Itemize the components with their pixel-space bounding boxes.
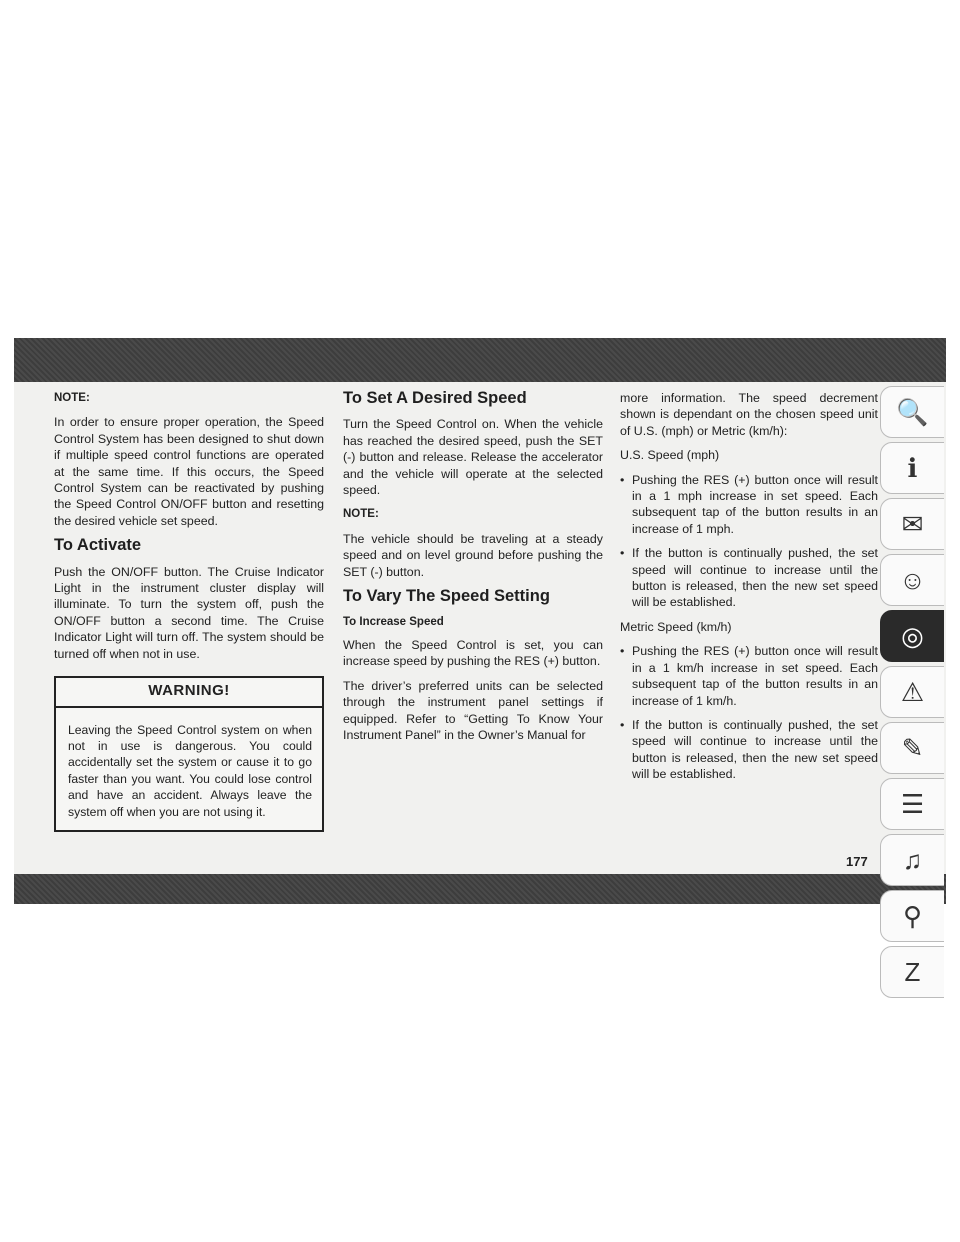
warning-title: WARNING!: [56, 678, 322, 707]
warning-text: Leaving the Speed Control system on when not in use is dangerous. You could accidentally set the system or cause it to go faster than you want. You could lose control and have an accident. Always leave the system off when you are not using it.: [68, 722, 312, 819]
warning-box: [54, 676, 324, 832]
set-speed-paragraph: Turn the Speed Control on. When the vehicle has reached the desired speed, push the SET (-) button and release. Release the accelerator and the vehicle will operate at the selected speed.: [343, 417, 603, 498]
us-speed-list: [620, 472, 878, 611]
metric-speed-list: [620, 643, 878, 782]
multimedia-icon[interactable]: ♫: [880, 834, 944, 886]
search-icon[interactable]: ⚲: [880, 890, 944, 942]
safety-icon[interactable]: ☺: [880, 554, 944, 606]
heading-set-speed: To Set A Desired Speed: [343, 389, 527, 407]
column-2: [343, 390, 603, 751]
note-title: NOTE:: [54, 392, 90, 404]
note-title: NOTE:: [343, 508, 379, 521]
list-item: • If the button is continually pushed, the set speed will continue to increase until the button is released, then the new set speed will be established.: [620, 545, 878, 611]
steering-wheel-icon[interactable]: ◎: [880, 610, 944, 662]
metric-speed-label: Metric Speed (km/h): [620, 619, 732, 634]
column-1: [54, 390, 324, 832]
bottom-band: [14, 874, 946, 904]
units-paragraph: The driver’s preferred units can be selected through the instrument panel settings if equipped. Refer to “Getting To Know Your Instrument Panel” in the Owner’s Manual for: [343, 678, 603, 742]
note-text: In order to ensure proper operation, the Speed Control System has been designed to shut down if multiple speed control functions are operated at the same time. If this occurs, the Speed Control System can be reactivated by pushing the Speed Control ON/OFF button and resetting the desired vehicle set speed.: [54, 415, 324, 528]
list-item: • Pushing the RES (+) button once will result in a 1 mph increase in set speed. Each subsequent tap of the button results in an increase of 1 mph.: [620, 472, 878, 538]
list-item: • If the button is continually pushed, the set speed will continue to increase until the button is released, then the new set speed will be established.: [620, 717, 878, 783]
warning-lights-icon[interactable]: ✉: [880, 498, 944, 550]
heading-to-activate: To Activate: [54, 536, 142, 555]
roadside-warning-icon[interactable]: ⚠: [880, 666, 944, 718]
settings-list-icon[interactable]: ☰: [880, 778, 944, 830]
index-icon[interactable]: Z: [880, 946, 944, 998]
activate-paragraph: Push the ON/OFF button. The Cruise Indicator Light in the instrument cluster display will illuminate. To turn the system off, push the ON/OFF button a second time. The Cruise Indicator Light will turn off. The system should be turned off when not in use.: [54, 564, 324, 661]
us-speed-label: U.S. Speed (mph): [620, 448, 720, 463]
page-number: 177: [846, 854, 868, 869]
chapter-tabs: [880, 386, 944, 1002]
heading-vary-speed: To Vary The Speed Setting: [343, 587, 550, 606]
top-band: [14, 338, 946, 382]
column-3: [620, 390, 878, 791]
list-item: • Pushing the RES (+) button once will result in a 1 km/h increase in set speed. Each subsequent tap of the button results in an increase of 1 km/h.: [620, 643, 878, 709]
continued-paragraph: more information. The speed decrement shown is dependant on the chosen speed unit of U.S. (mph) or Metric (km/h):: [620, 391, 878, 438]
car-info-icon[interactable]: ℹ: [880, 442, 944, 494]
service-icon[interactable]: ✎: [880, 722, 944, 774]
subheading-increase-speed: To Increase Speed: [343, 616, 444, 629]
car-search-icon[interactable]: 🔍: [880, 386, 944, 438]
note-text: The vehicle should be traveling at a steady speed and on level ground before pushing the SET (-) button.: [343, 531, 603, 579]
increase-paragraph: When the Speed Control is set, you can increase speed by pushing the RES (+) button.: [343, 637, 603, 669]
